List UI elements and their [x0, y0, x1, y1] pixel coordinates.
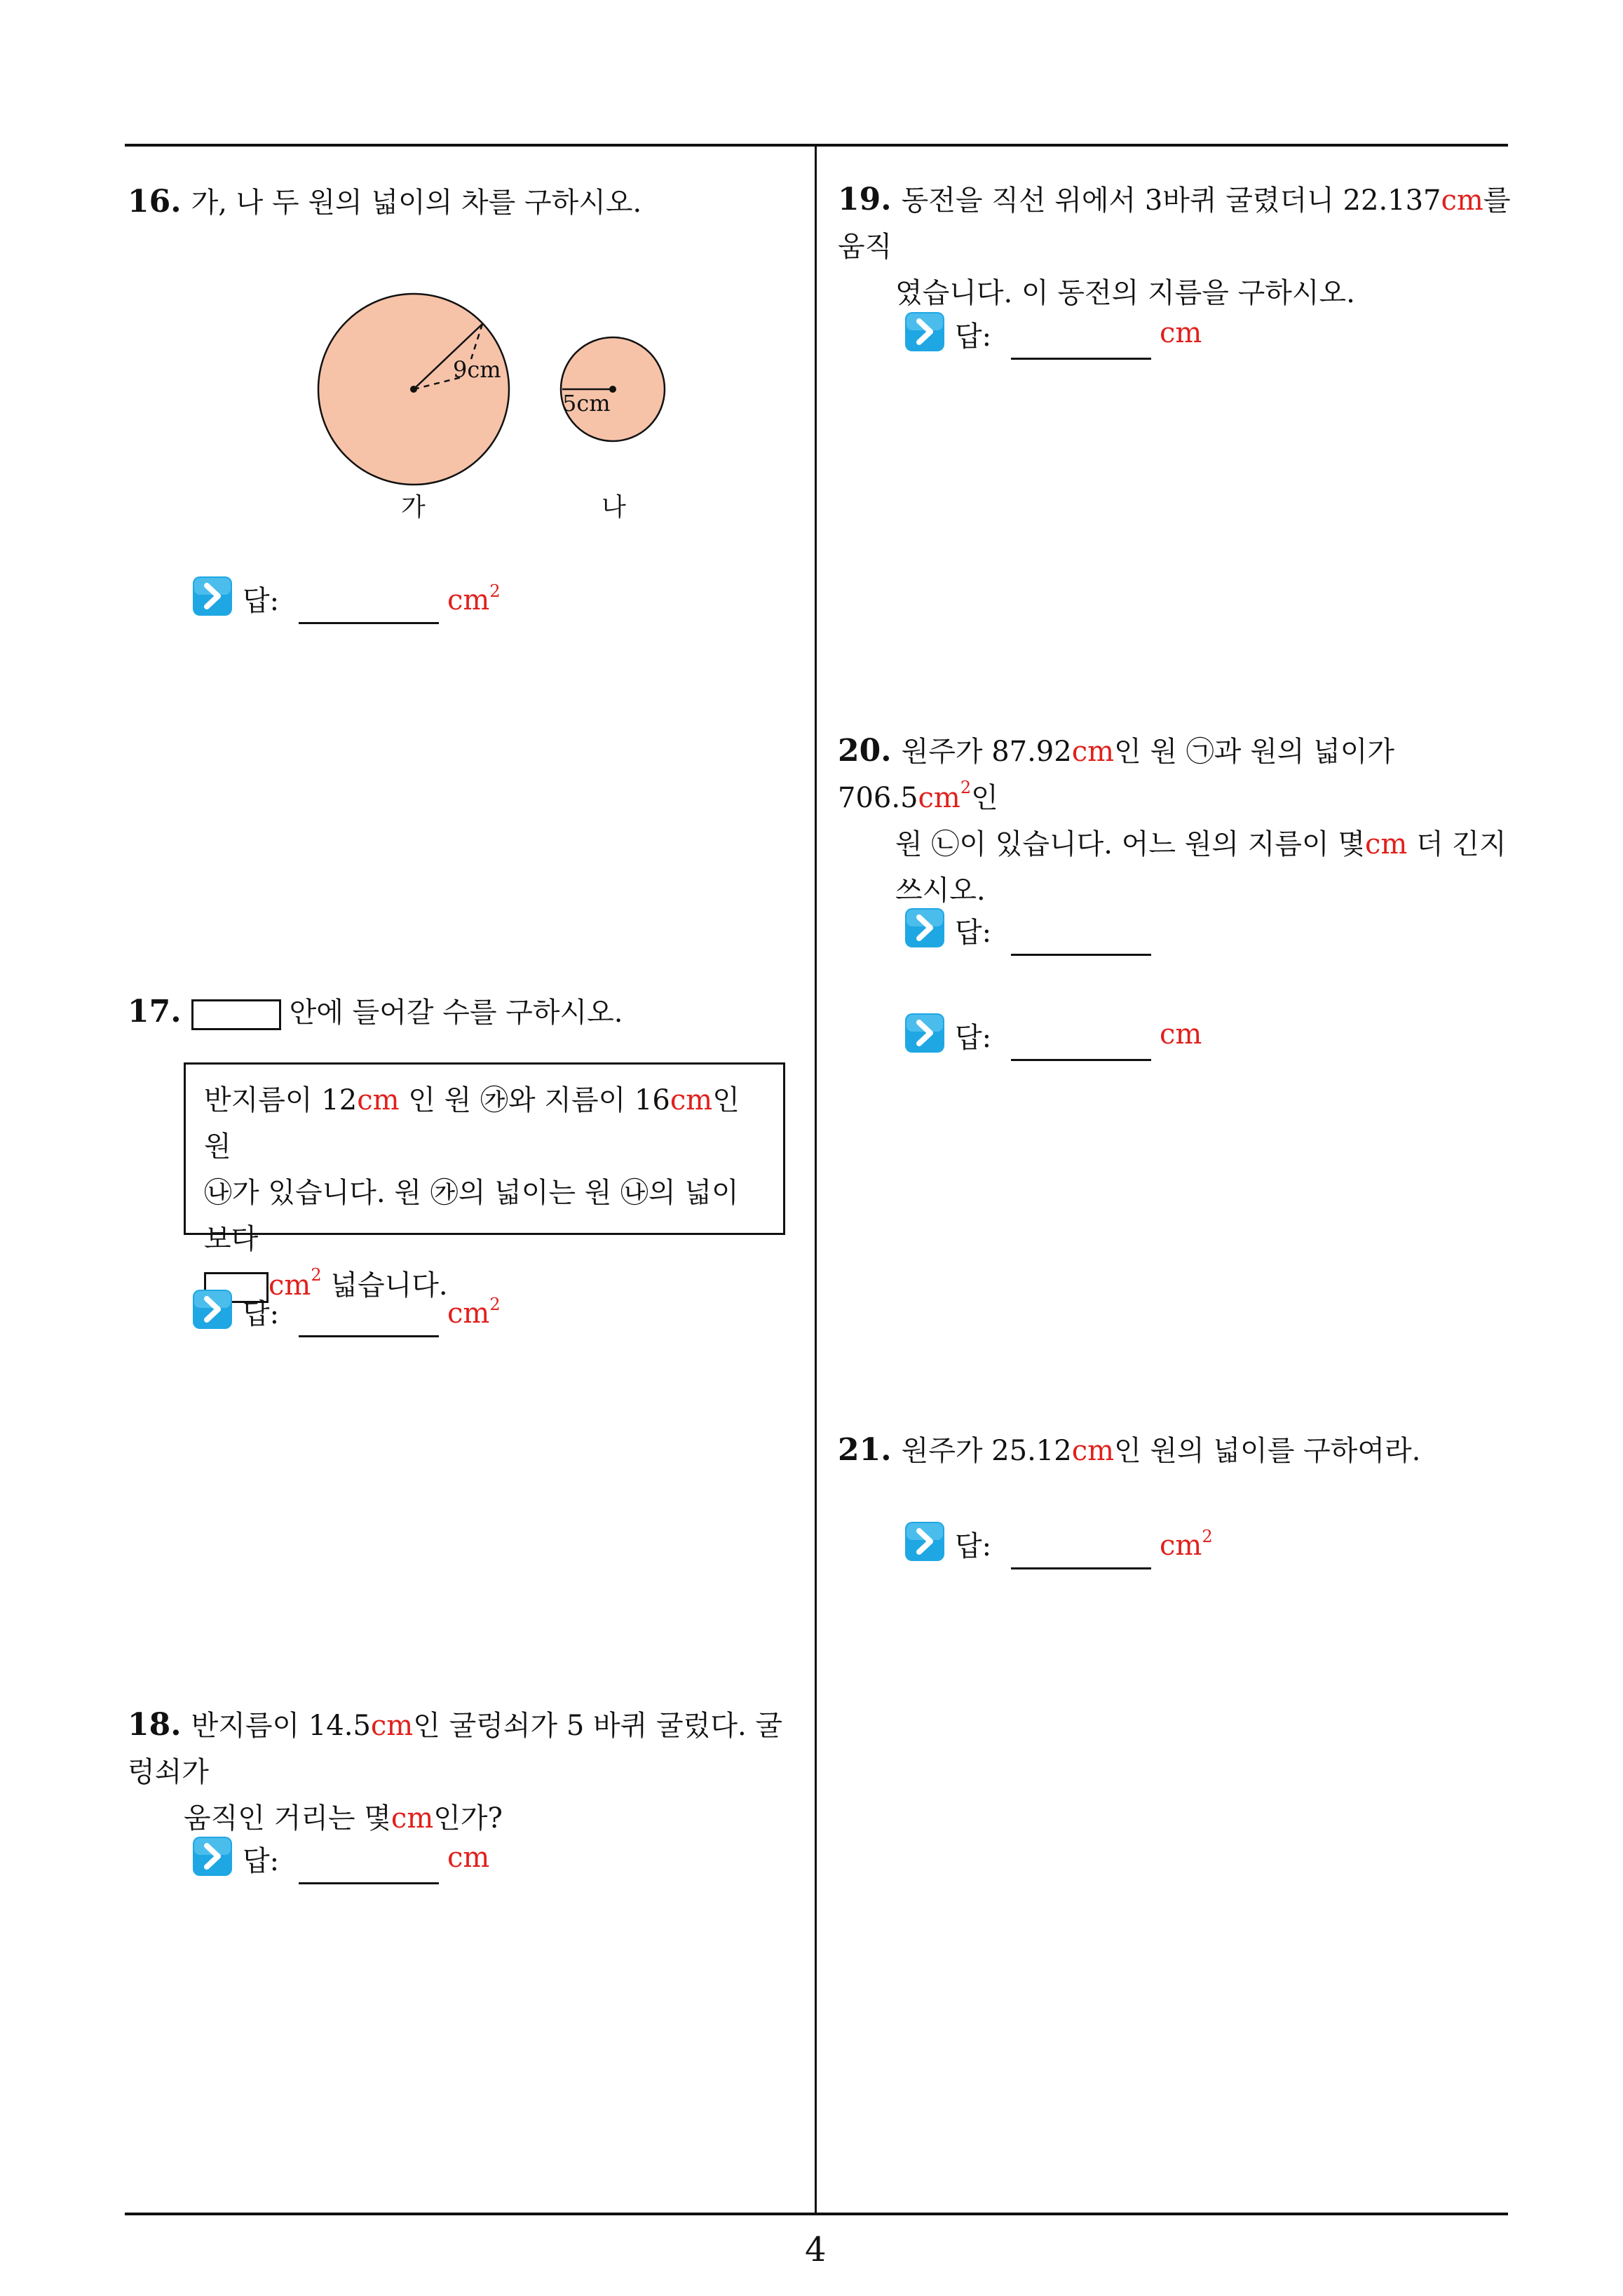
page-number: 4 — [805, 2230, 827, 2269]
question-line-1: 21. 원주가 25.12cm인 원의 넓이를 구하여라. — [838, 1432, 1421, 1468]
problem-line-1: 반지름이 12cm 인 원 ㉮와 지름이 16cm인 원 — [204, 1084, 740, 1163]
question-21 — [838, 1427, 1511, 1474]
answer-18 — [192, 1832, 515, 1888]
answer-unit: cm — [447, 1842, 490, 1874]
question-line-1: 18. 반지름이 14.5cm인 굴렁쇠가 5 바퀴 굴렀다. 굴렁쇠가 — [128, 1707, 783, 1788]
radius-label-na: 5cm — [562, 390, 611, 417]
question-line-2: 였습니다. 이 동전의 지름을 구하시오. — [895, 277, 1355, 309]
caption-ga: 가 — [401, 493, 426, 522]
answer-20a — [904, 903, 1227, 959]
center-dot-ga — [410, 386, 417, 393]
arrow-icon — [192, 1289, 233, 1330]
answer-17 — [192, 1285, 515, 1341]
answer-16 — [192, 572, 515, 628]
question-text: 안에 들어갈 수를 구하시오. — [289, 997, 623, 1029]
question-line-1: 20. 원주가 87.92cm인 원 ㉠과 원의 넓이가 $706.5cm^2$인 — [838, 733, 1395, 814]
answer-unit: cm — [1160, 1018, 1202, 1051]
answer-label: 답: — [243, 1298, 280, 1330]
answer-unit: $cm^2$ — [447, 581, 501, 616]
answer-unit: $cm^2$ — [447, 1295, 501, 1330]
circles-figure — [308, 281, 687, 505]
problem-box — [184, 1062, 785, 1302]
question-number: 17. — [128, 994, 182, 1029]
answer-blank[interactable] — [299, 1335, 439, 1337]
answer-21 — [904, 1517, 1227, 1573]
question-line-1: 19. 동전을 직선 위에서 3바퀴 굴렸더니 22.137cm를 움직 — [838, 182, 1511, 263]
answer-blank[interactable] — [299, 622, 439, 624]
arrow-icon — [904, 1013, 945, 1053]
question-line-2: 움직인 거리는 몇cm인가? — [184, 1802, 503, 1835]
answer-blank[interactable] — [1011, 954, 1151, 956]
arrow-icon — [904, 1521, 945, 1562]
answer-label: 답: — [243, 585, 280, 617]
answer-blank[interactable] — [1011, 358, 1151, 360]
answer-20b — [904, 1008, 1227, 1065]
question-19 — [838, 177, 1511, 316]
caption-na: 나 — [602, 493, 626, 522]
answer-blank[interactable] — [1011, 1059, 1151, 1061]
answer-unit: cm — [1160, 317, 1202, 349]
problem-line-3: $cm^2$ 넓습니다. — [204, 1262, 765, 1309]
question-17 — [128, 989, 623, 1036]
arrow-icon — [904, 907, 945, 948]
answer-label: 답: — [955, 1530, 992, 1562]
question-20 — [838, 728, 1511, 914]
question-text: 가, 나 두 원의 넓이의 차를 구하시오. — [191, 187, 642, 219]
answer-label: 답: — [955, 917, 992, 949]
question-18 — [128, 1702, 801, 1842]
column-divider — [815, 144, 817, 2214]
question-line-3: 쓰시오. — [895, 874, 986, 907]
arrow-icon — [192, 1836, 233, 1877]
answer-blank[interactable] — [1011, 1567, 1151, 1569]
answer-unit: $cm^2$ — [1160, 1527, 1213, 1562]
answer-19 — [904, 307, 1227, 363]
question-line-2: 원 ㉡이 있습니다. 어느 원의 지름이 몇cm 더 긴지 — [895, 828, 1507, 860]
problem-line-2: ㉯가 있습니다. 원 ㉮의 넓이는 원 ㉯의 넓이보다 — [204, 1177, 739, 1255]
blank-box — [191, 999, 281, 1030]
radius-label-ga: 9cm — [453, 356, 501, 383]
answer-label: 답: — [955, 1022, 992, 1054]
answer-blank[interactable] — [299, 1882, 439, 1884]
question-number: 16. — [128, 184, 182, 220]
arrow-icon — [904, 311, 945, 352]
answer-label: 답: — [955, 320, 992, 353]
answer-label: 답: — [243, 1845, 280, 1877]
arrow-icon — [192, 576, 233, 616]
question-16 — [128, 179, 641, 226]
